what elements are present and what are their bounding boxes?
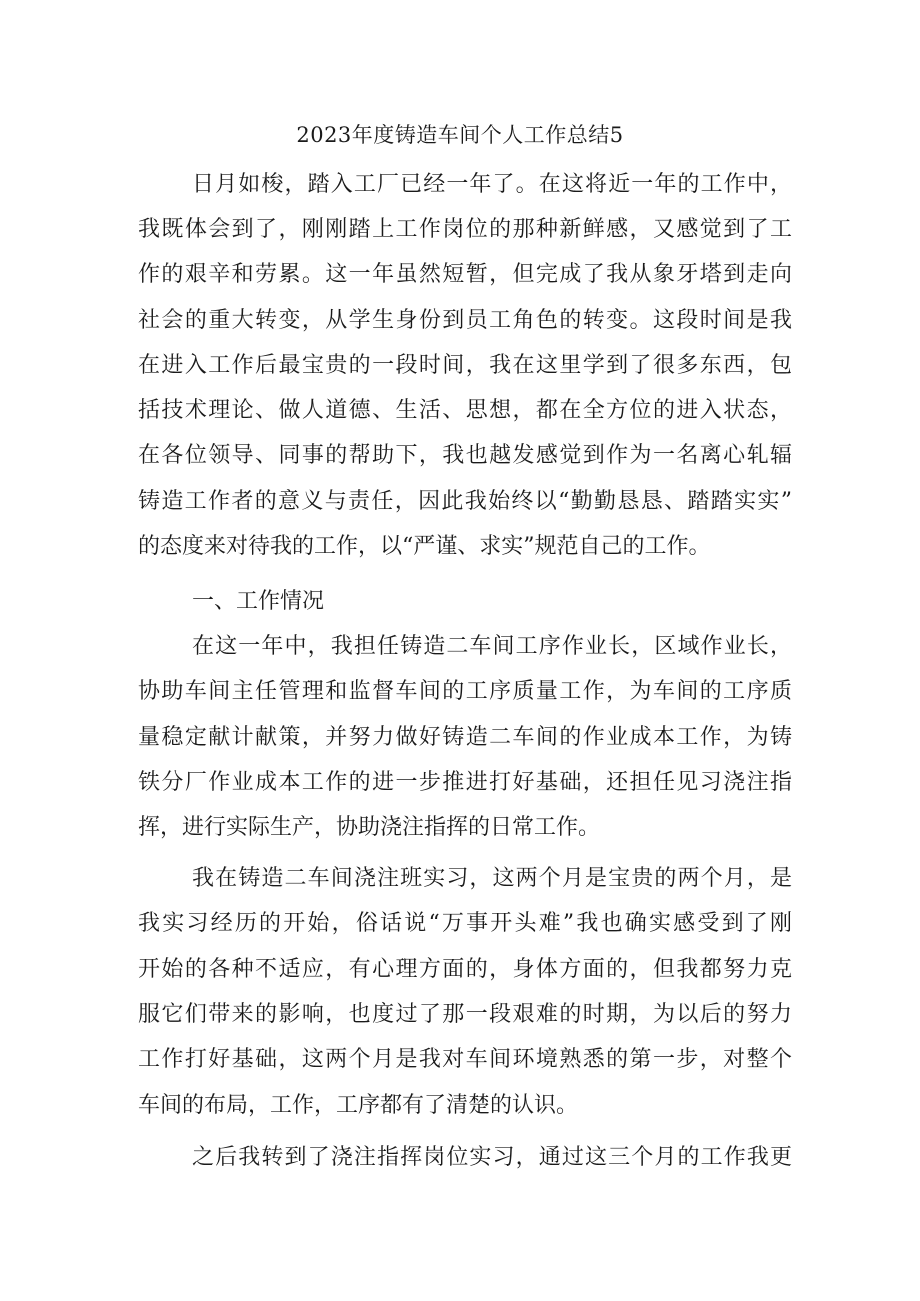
paragraph-line: 工作打好基础，这两个月是我对车间环境熟悉的第一步，对整个 xyxy=(138,1047,792,1072)
paragraph-line: 铁分厂作业成本工作的进一步推进打好基础，还担任见习浇注指 xyxy=(138,770,792,795)
paragraph-line: 日月如梭，踏入工厂已经一年了。在这将近一年的工作中， xyxy=(192,172,792,197)
paragraph-line: 开始的各种不适应，有心理方面的，身体方面的，但我都努力克 xyxy=(138,957,792,982)
paragraph-line: 社会的重大转变，从学生身份到员工角色的转变。这段时间是我 xyxy=(138,308,792,333)
paragraph-line: 我既体会到了，刚刚踏上工作岗位的那种新鲜感，又感觉到了工 xyxy=(138,217,792,242)
paragraph-line: 在这一年中，我担任铸造二车间工序作业长，区域作业长， xyxy=(192,634,792,659)
paragraph-line: 在进入工作后最宝贵的一段时间，我在这里学到了很多东西，包 xyxy=(138,353,792,378)
paragraph-line: 括技术理论、做人道德、生活、思想，都在全方位的进入状态， xyxy=(138,398,792,423)
paragraph-line: 的态度来对待我的工作，以“严谨、求实”规范自己的工作。 xyxy=(138,534,711,559)
paragraph-line: 协助车间主任管理和监督车间的工序质量工作，为车间的工序质 xyxy=(138,679,792,704)
paragraph-line: 量稳定献计献策，并努力做好铸造二车间的作业成本工作，为铸 xyxy=(138,725,792,750)
paragraph-line: 我在铸造二车间浇注班实习，这两个月是宝贵的两个月，是 xyxy=(192,866,792,891)
paragraph-line: 作的艰辛和劳累。这一年虽然短暂，但完成了我从象牙塔到走向 xyxy=(138,262,792,287)
section-heading: 一、工作情况 xyxy=(192,589,325,614)
paragraph-line: 我实习经历的开始，俗话说“万事开头难”我也确实感受到了刚 xyxy=(138,911,792,936)
document-title: 2023年度铸造车间个人工作总结5 xyxy=(296,123,624,147)
paragraph-line: 车间的布局，工作，工序都有了清楚的认识。 xyxy=(138,1093,579,1118)
paragraph-line: 服它们带来的影响，也度过了那一段艰难的时期，为以后的努力 xyxy=(138,1002,792,1027)
paragraph-line: 在各位领导、同事的帮助下，我也越发感觉到作为一名离心轧辐 xyxy=(138,443,792,468)
paragraph-line: 挥，进行实际生产，协助浇注指挥的日常工作。 xyxy=(138,815,601,840)
paragraph-line: 铸造工作者的意义与责任，因此我始终以“勤勤恳恳、踏踏实实” xyxy=(138,489,792,514)
paragraph-line: 之后我转到了浇注指挥岗位实习，通过这三个月的工作我更 xyxy=(192,1145,792,1170)
